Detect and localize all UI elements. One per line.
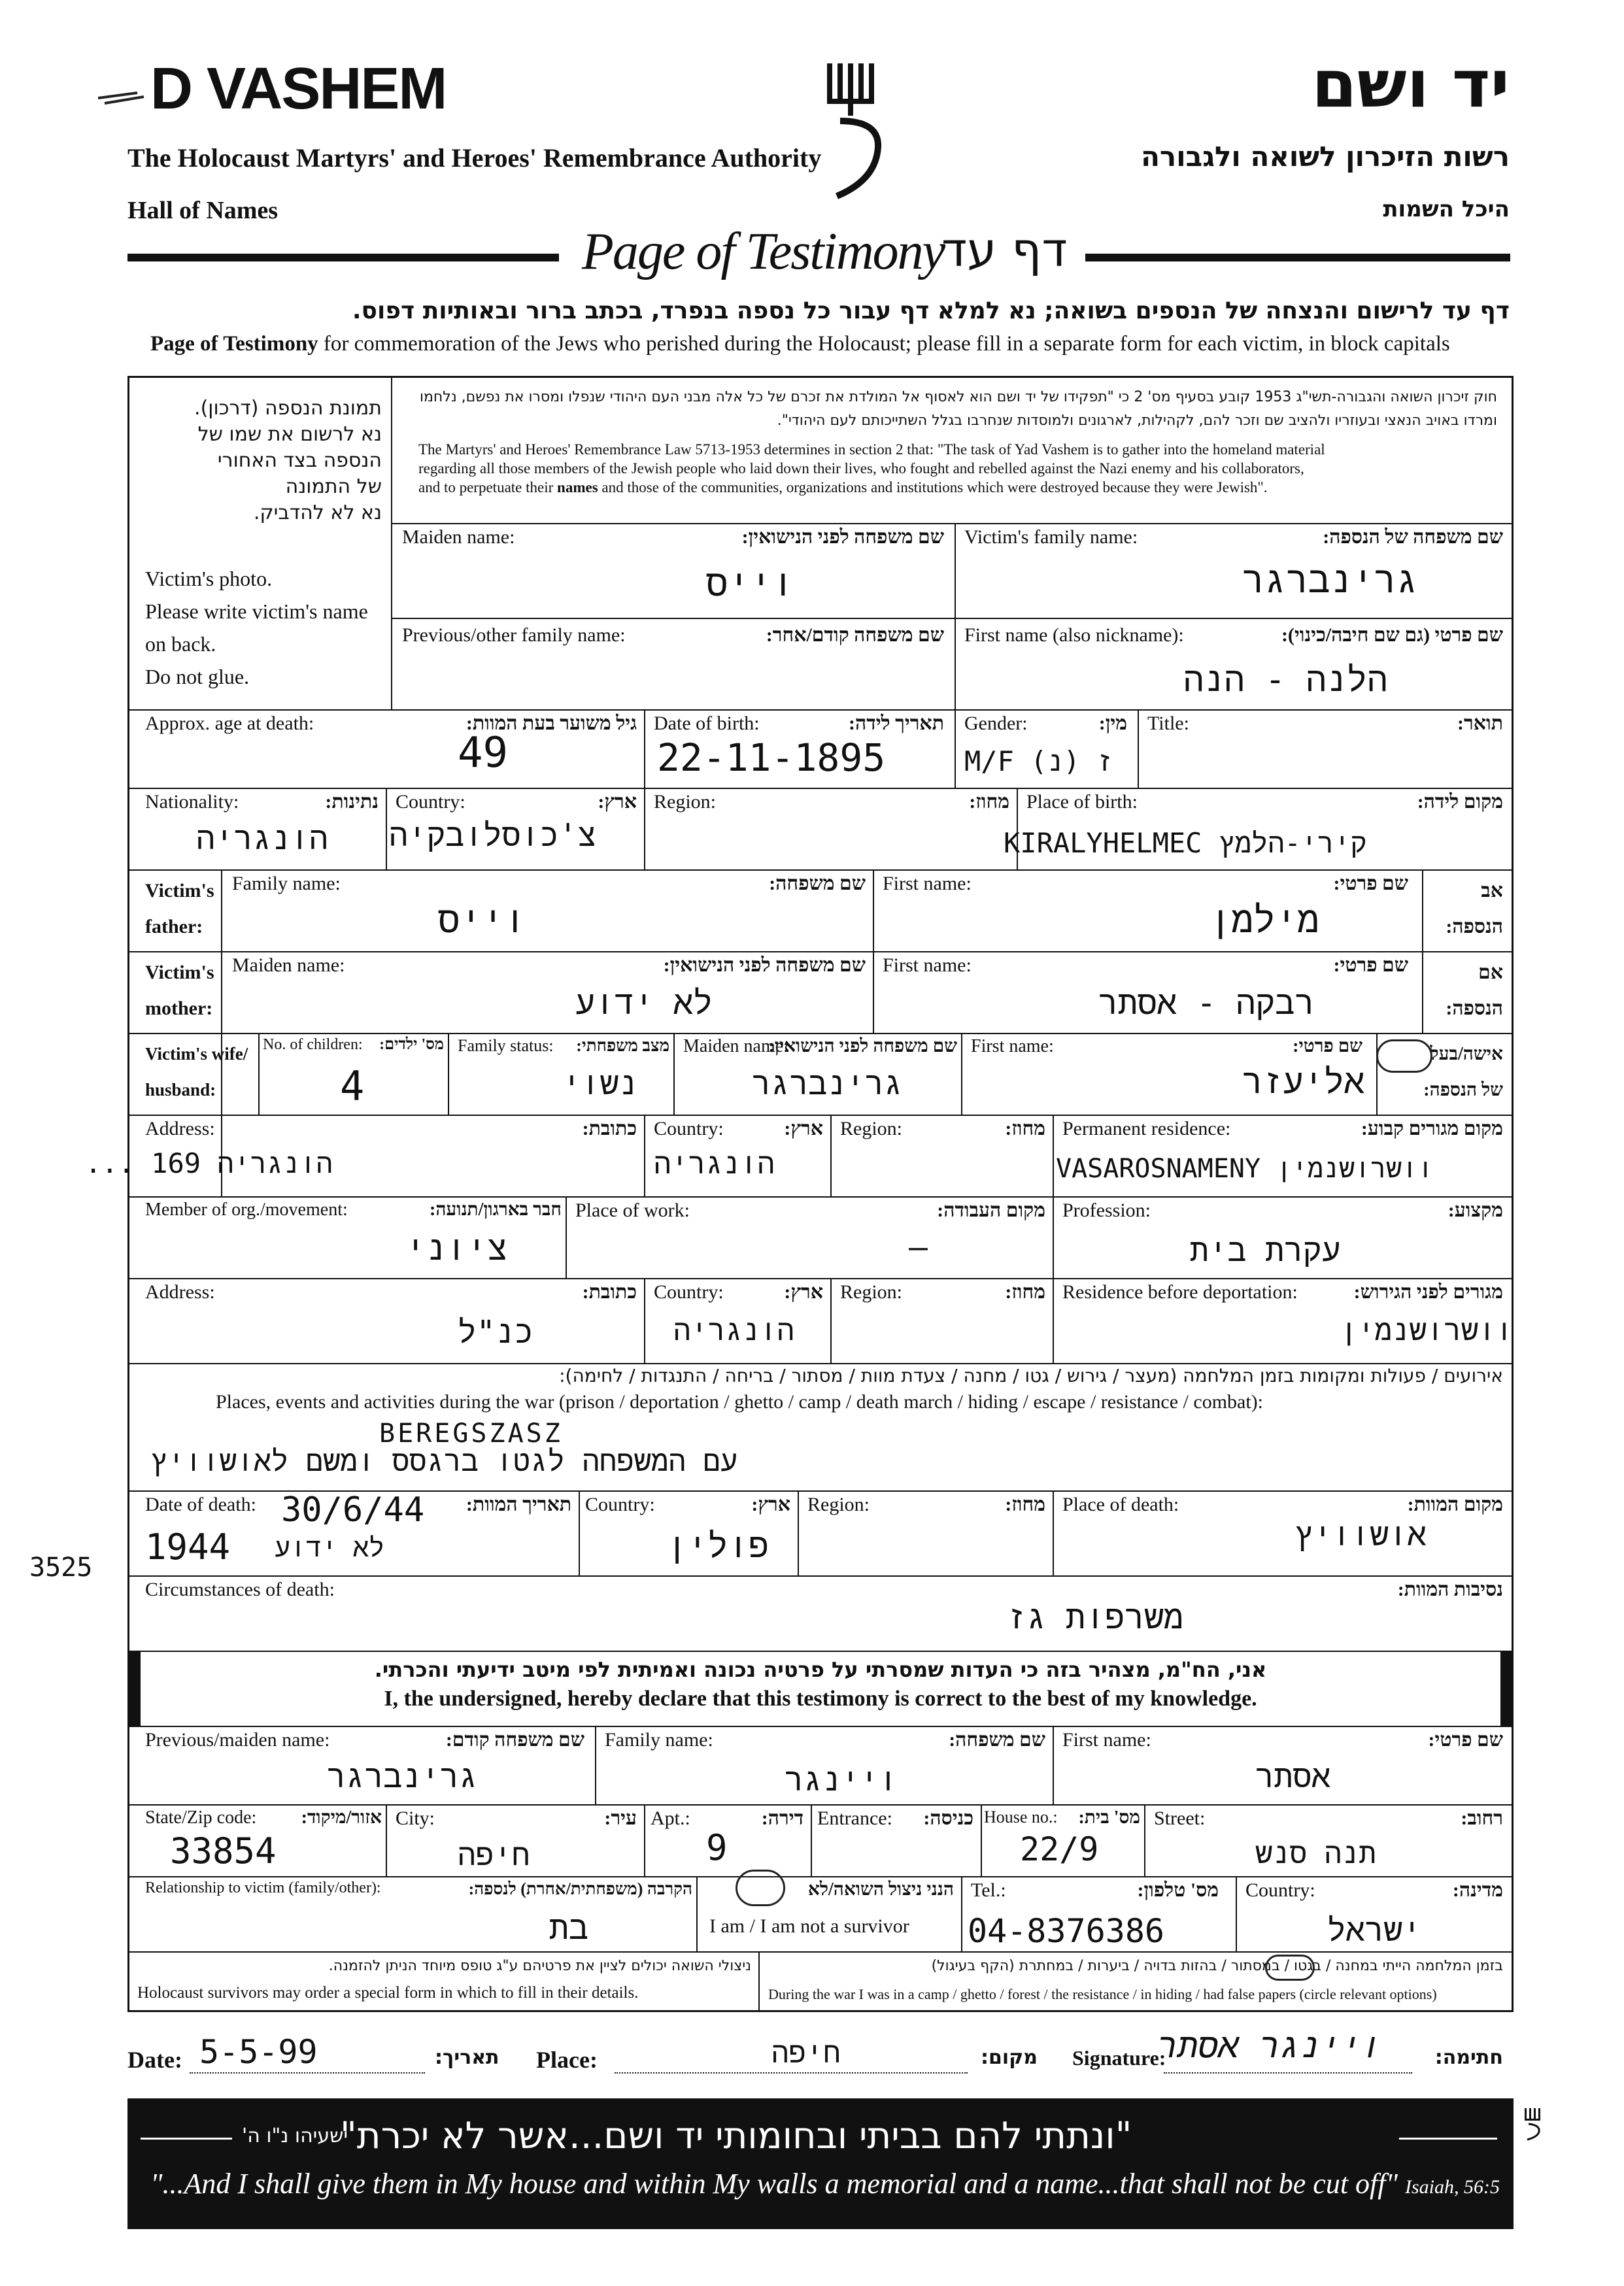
photo-box-en <box>145 562 368 693</box>
dod-note-value: לא ידוע <box>275 1533 385 1563</box>
signature-value: ויינגר אסתר <box>1157 2026 1382 2066</box>
tel-value: 04-8376386 <box>968 1912 1165 1950</box>
city-value: חיפה <box>458 1837 530 1872</box>
entrance-label-en: Entrance: <box>817 1807 892 1829</box>
mother-first-value: רבקה - אסתר <box>1098 984 1315 1022</box>
rule-800 <box>391 523 1514 524</box>
vdiv-r10c <box>1053 1278 1054 1363</box>
member-label-en: Member of org./movement: <box>145 1200 348 1220</box>
children-label-he: מס' ילדים: <box>379 1036 444 1053</box>
perm-label-he: מקום מגורים קבוע: <box>1361 1118 1503 1139</box>
law-en-3a: and to perpetuate their <box>418 479 558 496</box>
vdiv-w2d <box>981 1804 982 1876</box>
date-value: 5-5-99 <box>199 2033 318 2071</box>
rule-2410 <box>127 1575 1514 1577</box>
vdiv-r10a <box>644 1278 645 1363</box>
mother-label-en <box>145 954 214 1026</box>
first-value: הלנה - הנה <box>1183 660 1388 699</box>
spouse-maiden-value: גרינברגר <box>752 1066 903 1102</box>
children-value: 4 <box>340 1062 365 1110</box>
mother-maiden-label-he: שם משפחה לפני הנישואין: <box>663 954 866 976</box>
photo-box-divider <box>391 376 392 709</box>
dod-year-value: 1944 <box>145 1526 231 1568</box>
family-label-en: Victim's family name: <box>964 526 1138 548</box>
father-he-2: הנספה: <box>1446 916 1503 937</box>
vdiv-r9a <box>566 1196 567 1278</box>
first-label-he: שם פרטי (גם שם חיבה/כינוי): <box>1281 624 1503 646</box>
spouse-first-value: אליעזר <box>1242 1062 1365 1101</box>
perm-value: VASAROSNAMENY וושרושנמין <box>1056 1154 1434 1184</box>
photo-box-he <box>194 395 382 526</box>
addr2-region-label-en: Region: <box>840 1281 902 1303</box>
maiden-label-en: Maiden name: <box>402 526 515 548</box>
father-he-1: אב <box>1481 880 1503 901</box>
vdiv-w3a <box>696 1876 698 1951</box>
vdiv-r12b <box>798 1490 799 1575</box>
nationality-label-en: Nationality: <box>145 791 239 813</box>
place-value: חיפה <box>771 2036 841 2070</box>
family-value: גרינברגר <box>1242 559 1418 601</box>
state-label-he: אזור/מיקוד: <box>301 1807 382 1828</box>
address2-label-he: כתובת: <box>582 1281 637 1303</box>
nationality-value: הונגריה <box>196 820 328 857</box>
mother-en-2: mother: <box>145 998 213 1019</box>
vdiv-r7b <box>673 1033 675 1115</box>
vdiv-r7c <box>961 1033 962 1115</box>
place-label-he: מקום: <box>981 2046 1038 2069</box>
tel-label-he: מס' טלפון: <box>1137 1879 1219 1901</box>
photo-he-2: נא לרשום את שמו של <box>197 423 382 446</box>
vdiv-w1b <box>1053 1726 1054 1804</box>
country2-label-he: מדינה: <box>1452 1879 1503 1901</box>
status-label-he: מצב משפחתי: <box>576 1036 669 1055</box>
pod-label-he: מקום המוות: <box>1407 1494 1503 1515</box>
perm-label-en: Permanent residence: <box>1062 1118 1231 1139</box>
vdiv-r7d <box>1376 1033 1378 1115</box>
addr2-country-label-en: Country: <box>654 1281 724 1303</box>
subtitle-he: דף עד לרישום והנצחה של הנספים בשואה; נא למלא דף עבור כל נספה בנפרד, בכתב ברור ובאותיות דפוס. <box>352 297 1510 324</box>
mother-he-1: אם <box>1478 962 1503 983</box>
vdiv-r10b <box>830 1278 832 1363</box>
vdiv-w2e <box>1144 1804 1145 1876</box>
resdep-value: וושרושנמין <box>1340 1314 1514 1347</box>
entrance-label-he: כניסה: <box>923 1807 973 1829</box>
rule-1580 <box>127 1033 1514 1034</box>
photo-he-4: של התמונה <box>285 475 382 498</box>
page-title-en: Page of Testimony <box>582 223 945 280</box>
circ-value: משרפות גז <box>1007 1598 1184 1636</box>
war-label-he: אירועים / פעולות ומקומות בזמן המלחמה (מעצר / גירוש / גטו / מחנה / צעדת מוות / מסתור / בריחה / התנגדות / לחימה): <box>559 1365 1503 1387</box>
dod-value: 30/6/44 <box>281 1490 425 1530</box>
resdep-label-en: Residence before deportation: <box>1062 1281 1298 1303</box>
prevmaiden-label-en: Previous/maiden name: <box>145 1729 330 1751</box>
spouse-label-en <box>145 1036 248 1108</box>
addr2-region-label-he: מחוז: <box>1005 1281 1045 1303</box>
wit-first-label-en: First name: <box>1062 1729 1151 1751</box>
pod-value: אושוויץ <box>1294 1517 1427 1553</box>
prof-label-he: מקצוע: <box>1447 1200 1503 1221</box>
addr2-country-label-he: ארץ: <box>784 1281 823 1303</box>
houseno-value: 22/9 <box>1020 1830 1099 1868</box>
region-label-en: Region: <box>654 791 716 813</box>
spouse-first-label-en: First name: <box>971 1036 1054 1056</box>
footer-quote-en-text: "...And I shall give them in My house and within My walls a memorial and a name...that shall not be cut off" <box>150 2168 1398 2200</box>
date-label-he: תאריך: <box>435 2046 499 2069</box>
family-label-he: שם משפחה של הנספה: <box>1323 526 1503 548</box>
father-family-value: וייס <box>438 899 526 941</box>
gender-label-en: Gender: <box>964 713 1028 734</box>
addr-region-label-he: מחוז: <box>1005 1118 1045 1139</box>
father-label-en <box>145 873 214 945</box>
age-value: 49 <box>458 729 509 777</box>
special-note-en: Holocaust survivors may order a special form in which to fill in their details. <box>137 1984 639 2002</box>
footer-ref-he: ישעיהו נ"ו ה' <box>242 2125 348 2147</box>
place-label-en: Place: <box>536 2047 598 2073</box>
yad-vashem-logo <box>820 62 886 206</box>
photo-en-4: Do not glue. <box>145 665 250 688</box>
law-en-2: regarding all those members of the Jewish people who laid down their lives, who fought and rebelled against the Nazi enemy and his collaborators, <box>418 460 1304 477</box>
sig-label-he: חתימה: <box>1434 2046 1503 2069</box>
photo-en-3: on back. <box>145 632 216 656</box>
wit-family-value: ויינגר <box>785 1762 898 1798</box>
photo-he-1: תמונת הנספה (דרכון). <box>194 397 382 420</box>
org-name-en: D VASHEM <box>150 56 447 122</box>
dod-label-he: תאריך המוות: <box>465 1494 571 1515</box>
spouse-label-he <box>1423 1036 1503 1108</box>
wit-family-label-he: שם משפחה: <box>949 1729 1045 1751</box>
photo-en-2: Please write victim's name <box>145 599 368 623</box>
address-label-en: Address: <box>145 1118 215 1139</box>
law-en-3b: names <box>557 479 598 496</box>
declaration-en: I, the undersigned, hereby declare that this testimony is correct to the best of my knowledge. <box>384 1687 1257 1711</box>
dod-region-label-he: מחוז: <box>1005 1494 1045 1515</box>
vdiv-w2a <box>386 1804 387 1876</box>
spouse-en-2: husband: <box>145 1080 216 1100</box>
rule-2525 <box>127 1651 1514 1652</box>
subtitle-en-bold: Page of Testimony <box>150 332 318 356</box>
region-label-he: מחוז: <box>969 791 1009 813</box>
survivor-label-en: I am / I am not a survivor <box>709 1915 909 1937</box>
declaration-band-left <box>127 1651 141 1726</box>
father-first-value: מילמן <box>1210 899 1320 941</box>
address2-value: כנ"ל <box>458 1314 533 1351</box>
houseno-label-he: מס' בית: <box>1078 1807 1140 1828</box>
dod-label-en: Date of death: <box>145 1494 256 1515</box>
father-family-label-he: שם משפחה: <box>769 873 866 894</box>
mother-en-1: Victim's <box>145 962 214 983</box>
logo-scribble <box>98 85 150 105</box>
footer-ref-en: Isaiah, 56:5 <box>1404 2176 1500 2198</box>
dod-country-label-he: ארץ: <box>751 1494 790 1515</box>
authority-name-he: רשות הזיכרון לשואה ולגבורה <box>1141 141 1510 173</box>
rule-1085 <box>127 709 1514 711</box>
father-en-1: Victim's <box>145 880 214 901</box>
rule-1330 <box>127 869 1514 871</box>
rule-1830 <box>127 1196 1514 1198</box>
subtitle-en-text: for commemoration of the Jews who perished during the Holocaust; please fill in a separate form for each victim, in block capitals <box>323 332 1450 356</box>
survivor-label-he: הנני ניצול השואה/לא <box>807 1879 954 1900</box>
hall-of-names-en: Hall of Names <box>127 197 279 224</box>
addr-country-label-en: Country: <box>654 1118 724 1139</box>
photo-he-3: הנספה בצד האחורי <box>217 449 382 472</box>
dob-label-he: תאריך לידה: <box>849 713 944 734</box>
vdiv-w3c <box>1236 1876 1237 1951</box>
wit-first-label-he: שם פרטי: <box>1428 1729 1503 1751</box>
law-en-3 <box>418 478 1325 497</box>
street-label-he: רחוב: <box>1461 1807 1503 1829</box>
country-value: צ'כוסלובקיה <box>389 817 596 854</box>
footer-quote-en <box>150 2167 1500 2200</box>
photo-en-1: Victim's photo. <box>145 567 273 590</box>
page-title-he: דף עד <box>941 222 1068 277</box>
rel-label-en: Relationship to victim (family/other): <box>145 1879 381 1896</box>
address-value: הונגריה 169 ... <box>85 1147 333 1179</box>
spouse-he-1: אישה/בעל <box>1430 1044 1503 1064</box>
date-line <box>190 2072 425 2074</box>
pod-label-en: Place of death: <box>1062 1494 1179 1515</box>
apt-label-en: Apt.: <box>651 1807 690 1829</box>
dod-region-label-en: Region: <box>807 1494 870 1515</box>
vdiv-notes <box>758 1951 760 2012</box>
first-label-en: First name (also nickname): <box>964 624 1184 646</box>
mother-he-2: הנספה: <box>1446 998 1503 1019</box>
prev-label-en: Previous/other family name: <box>402 624 626 646</box>
addr-country-label-he: ארץ: <box>784 1118 823 1139</box>
maiden-label-he: שם משפחה לפני הנישואין: <box>741 526 944 548</box>
photo-he-5: נא לא להדביק. <box>253 501 382 524</box>
spouse-maiden-label-en: Maiden name: <box>683 1036 788 1056</box>
work-label-en: Place of work: <box>575 1200 690 1221</box>
country2-label-en: Country: <box>1245 1879 1315 1901</box>
authority-name-en: The Holocaust Martyrs' and Heroes' Remembrance Authority <box>127 143 822 173</box>
vdiv-r3c <box>1138 709 1139 788</box>
rule-1205 <box>127 788 1514 789</box>
footer-logo-small <box>1523 2108 1543 2141</box>
spouse-circle <box>1376 1039 1432 1073</box>
rule-1455 <box>127 951 1514 952</box>
sig-label-en: Signature: <box>1072 2046 1166 2070</box>
country-label-he: ארץ: <box>598 791 637 813</box>
law-en-3c: and those of the communities, organizations and institutions which were destroyed because they were Jewish". <box>598 479 1268 496</box>
vdiv-w3b <box>961 1876 962 1951</box>
street-value: תנה סנש <box>1255 1837 1376 1870</box>
mother-maiden-value: לא ידוע <box>575 984 713 1022</box>
law-en-1: The Martyrs' and Heroes' Remembrance Law 5713-1953 determines in section 2 that: "The task of Yad Vashem is to gather into the homeland material <box>418 441 1325 458</box>
city-label-en: City: <box>396 1807 435 1829</box>
prevmaiden-label-he: שם משפחה קודם: <box>445 1729 584 1751</box>
vdiv-r4a <box>386 788 387 869</box>
dob-label-en: Date of birth: <box>654 713 760 734</box>
work-label-he: מקום העבודה: <box>937 1200 1045 1221</box>
prof-label-en: Profession: <box>1062 1200 1151 1221</box>
hall-of-names-he: היכל השמות <box>1383 196 1510 222</box>
rule-1705 <box>127 1115 1514 1116</box>
special-note-he: ניצולי השואה יכולים לציין את פרטיהם ע"ג טופס מיוחד הניתן להזמנה. <box>328 1958 751 1974</box>
circ-label-he: נסיבות המוות: <box>1397 1579 1503 1600</box>
rule-1955 <box>127 1278 1514 1279</box>
address2-label-en: Address: <box>145 1281 215 1303</box>
wit-family-label-en: Family name: <box>605 1729 713 1751</box>
footer-rule-right <box>1399 2138 1497 2140</box>
maiden-value: וייס <box>706 562 794 605</box>
title-rule-left <box>127 254 559 261</box>
mother-maiden-label-en: Maiden name: <box>232 954 345 976</box>
prevmaiden-value: גרינברגר <box>327 1758 478 1795</box>
vdiv-r12a <box>579 1490 580 1575</box>
place-line <box>615 2072 968 2074</box>
spouse-first-label-he: שם פרטי: <box>1293 1036 1362 1056</box>
age-label-en: Approx. age at death: <box>145 713 314 734</box>
vdiv-r5b <box>873 869 874 1033</box>
vdiv-r9b <box>1053 1196 1054 1278</box>
vdiv-r8a <box>644 1115 645 1196</box>
rule-2760 <box>127 1804 1514 1806</box>
state-label-en: State/Zip code: <box>145 1807 257 1828</box>
street-label-en: Street: <box>1154 1807 1206 1829</box>
vdiv-r3b <box>955 709 956 788</box>
during-note-he: בזמן המלחמה הייתי במחנה / בגטו / במסתור / בהזות בדויה / ביערות / במחתרת (הקף בעיגול) <box>931 1958 1503 1974</box>
member-label-he: חבר בארגון/תנועה: <box>430 1200 562 1220</box>
war-value-en: BEREGSZASZ <box>379 1419 563 1449</box>
vdiv-r7a <box>448 1033 449 1115</box>
war-label-en: Places, events and activities during the war (prison / deportation / ghetto / camp / death march / hiding / escape / resistance / combat): <box>216 1391 1264 1413</box>
pob-label-he: מקום לידה: <box>1417 791 1503 813</box>
addr2-country-value: הונגריה <box>673 1314 794 1347</box>
country-label-en: Country: <box>396 791 465 813</box>
father-first-label-he: שם פרטי: <box>1333 873 1408 894</box>
rule-2985 <box>127 1951 1514 1953</box>
tel-label-en: Tel.: <box>971 1879 1006 1901</box>
member-value: ציוני <box>405 1229 508 1268</box>
vdiv-r7-children <box>258 1033 260 1115</box>
city-label-he: עיר: <box>604 1807 637 1829</box>
prev-label-he: שם משפחה קודם/אחר: <box>766 624 944 646</box>
address-label-he: כתובת: <box>582 1118 637 1139</box>
rule-945 <box>391 618 1514 619</box>
mother-label-he <box>1446 954 1503 1026</box>
ghetto-circle <box>1265 1955 1315 1981</box>
spouse-he-2: של הנספה: <box>1423 1080 1503 1100</box>
vdiv-r5c <box>1422 869 1423 1033</box>
resdep-label-he: מגורים לפני הגירוש: <box>1353 1281 1503 1303</box>
father-label-he <box>1446 873 1503 945</box>
declaration-band-right <box>1500 1651 1514 1726</box>
subtitle-en <box>150 332 1450 356</box>
apt-value: 9 <box>706 1827 728 1868</box>
apt-label-he: דירה: <box>761 1807 804 1829</box>
pob-label-en: Place of birth: <box>1026 791 1138 813</box>
father-first-label-en: First name: <box>883 873 972 894</box>
vdiv-w1a <box>595 1726 596 1804</box>
mother-first-label-he: שם פרטי: <box>1333 954 1408 976</box>
footer-quote-he: "ונתתי להם בביתי ובחומותי יד ושם...אשר לא יכרת" <box>340 2115 1132 2157</box>
dod-country-label-en: Country: <box>585 1494 655 1515</box>
zip-value: 33854 <box>170 1830 277 1872</box>
law-text-en <box>418 440 1325 497</box>
vdiv-w2c <box>811 1804 812 1876</box>
law-text-he: חוק זיכרון השואה והגבורה-תשי"ג 1953 קובע בסעיף מס' 2 כי "תפקידו של יד ושם הוא לאסוף אל המולדת את זכרם של כל אלה מבני העם היהודי שנפלו ומסרו את נפשם, נלחמו ומרדו באויב הנאצי ובעוזריו ולהציב שם וזכר להם, לקהילות, לארגונים ולמוסדות שנחרבו בגלל השתייכותם לעם היהודי". <box>420 389 1497 429</box>
date-label-en: Date: <box>127 2047 182 2073</box>
status-label-en: Family status: <box>458 1036 554 1055</box>
rel-label-he: הקרבה (משפחתית/אחרת) לנספה: <box>468 1879 692 1898</box>
vdiv-w2b <box>644 1804 645 1876</box>
rule-2640 <box>127 1726 1514 1727</box>
prof-value: עקרת בית <box>1190 1232 1341 1269</box>
nationality-label-he: נתינות: <box>325 791 379 813</box>
spouse-en-1: Victim's wife/ <box>145 1044 248 1064</box>
vdiv-r4b <box>644 788 645 869</box>
houseno-label-en: House no.: <box>984 1807 1058 1826</box>
rule-2085 <box>127 1363 1514 1364</box>
addr-country-value: הונגריה <box>654 1147 775 1181</box>
footer-rule-left <box>141 2138 232 2140</box>
vdiv-r3a <box>644 709 645 788</box>
wit-country-value: ישראל <box>1327 1912 1422 1949</box>
side-number: 3525 <box>29 1553 93 1583</box>
children-label-en: No. of children: <box>263 1036 363 1053</box>
dob-value: 22-11-1895 <box>657 735 886 780</box>
declaration-he: אני, הח"מ, מצהיר בזה כי העדות שמסרתי על פרטיה נכונה ואמיתית לפי מיטב ידיעתי והכרתי. <box>374 1657 1267 1682</box>
rel-value: בת <box>549 1909 589 1947</box>
pob-value: KIRALYHELMEC קירי-הלמץ <box>1004 827 1367 859</box>
org-name-he: יד ושם <box>1311 46 1510 122</box>
circ-label-en: Circumstances of death: <box>145 1579 335 1600</box>
gender-value: M/F (נ) ז <box>964 745 1113 777</box>
title-rule-right <box>1085 254 1510 261</box>
dod-country-value: פולין <box>667 1526 770 1566</box>
vdiv-r8c <box>1053 1115 1054 1196</box>
age-label-he: גיל משוער בעת המוות: <box>465 713 637 734</box>
vdiv-r1 <box>955 523 956 709</box>
addr-region-label-en: Region: <box>840 1118 902 1139</box>
spouse-maiden-label-he: שם משפחה לפני הנישואין: <box>768 1036 957 1056</box>
status-value: נשוי <box>562 1066 638 1102</box>
wit-first-value: אסתר <box>1255 1758 1331 1795</box>
vdiv-r12c <box>1053 1490 1054 1575</box>
title-label-en: Title: <box>1147 713 1189 734</box>
during-note-en: During the war I was in a camp / ghetto / forest / the resistance / in hiding / had false papers (circle relevant options) <box>768 1986 1437 2002</box>
sig-line <box>1164 2072 1412 2074</box>
rule-2870 <box>127 1876 1514 1877</box>
title-label-he: תואר: <box>1457 713 1503 734</box>
mother-first-label-en: First name: <box>883 954 972 976</box>
work-value: — <box>909 1229 928 1266</box>
father-family-label-en: Family name: <box>232 873 341 894</box>
gender-label-he: מין: <box>1098 713 1127 734</box>
survivor-circle <box>736 1870 785 1906</box>
father-en-2: father: <box>145 916 203 937</box>
war-value-he: עם המשפחה לגטו ברגסס ומשם לאושוויץ <box>150 1445 738 1478</box>
vdiv-r8b <box>830 1115 832 1196</box>
